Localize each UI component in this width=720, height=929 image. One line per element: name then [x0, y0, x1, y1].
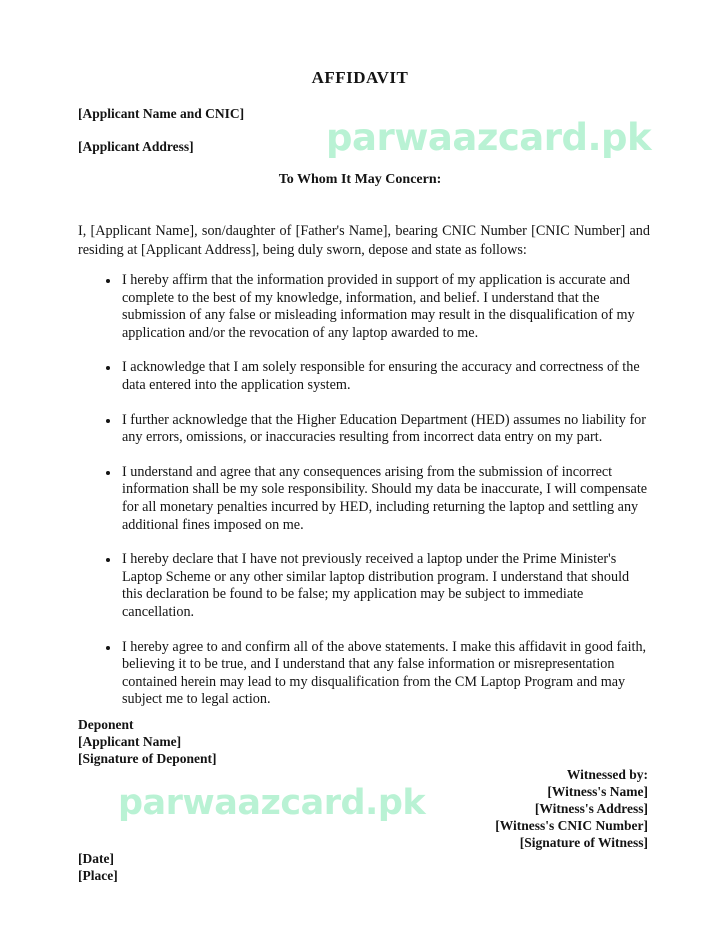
list-item-text: I further acknowledge that the Higher Education Department (HED) assumes no liability for any errors, omissions, or inaccuracies resulting from incorrect data entry on my part.	[122, 411, 646, 446]
bullet-icon	[106, 279, 110, 283]
watermark-bottom: parwaazcard.pk	[118, 783, 426, 823]
bullet-icon	[106, 646, 110, 650]
page-title: AFFIDAVIT	[311, 68, 409, 87]
statements-list	[78, 272, 650, 726]
witness-heading: Witnessed by:	[566, 767, 648, 782]
list-item	[78, 412, 650, 447]
list-item	[78, 464, 650, 534]
list-item	[78, 639, 650, 709]
witness-signature: [Signature of Witness]	[519, 835, 648, 850]
deponent-block	[78, 716, 217, 767]
deponent-signature: [Signature of Deponent]	[78, 751, 217, 766]
watermark-top: parwaazcard.pk	[326, 116, 652, 159]
list-item-text: I hereby affirm that the information provided in support of my application is accurate and complete to the best of my knowledge, information, and belief. I understand that the submission of any false or misleading information may result in the disqualification of my application and/or the revocation of any laptop awarded to me.	[122, 272, 635, 341]
date-place-block	[78, 850, 118, 884]
applicant-name-cnic-line: [Applicant Name and CNIC]	[78, 106, 245, 121]
date-line: [Date]	[78, 851, 114, 866]
witness-address: [Witness's Address]	[534, 801, 648, 816]
witness-block	[495, 766, 648, 851]
place-line: [Place]	[78, 868, 118, 883]
bullet-icon	[106, 558, 110, 562]
witness-cnic: [Witness's CNIC Number]	[495, 818, 648, 833]
bullet-icon	[106, 366, 110, 370]
witness-name: [Witness's Name]	[547, 784, 648, 799]
list-item	[78, 272, 650, 342]
applicant-address-line: [Applicant Address]	[78, 139, 194, 154]
list-item	[78, 359, 650, 394]
list-item	[78, 551, 650, 621]
list-item-text: I understand and agree that any consequences arising from the submission of incorrect information shall be my sole responsibility. Should my data be inaccurate, I will compensate for all monetary penalties incurred by HED, including returning the laptop and settling any additional fines imposed on me.	[122, 463, 648, 533]
bullet-icon	[106, 471, 110, 475]
intro-paragraph: I, [Applicant Name], son/daughter of [Father's Name], bearing CNIC Number [CNIC Number] and residing at [Applicant Address], being duly sworn, depose and state as follows:	[78, 223, 650, 258]
deponent-name: [Applicant Name]	[78, 734, 182, 749]
list-item-text: I acknowledge that I am solely responsible for ensuring the accuracy and correctness of the data entered into the application system.	[122, 359, 640, 393]
bullet-icon	[106, 419, 110, 423]
list-item-text: I hereby declare that I have not previously received a laptop under the Prime Minister's Laptop Scheme or any other similar laptop distribution program. I understand that should this declaration be found to be false; my application may be subject to immediate cancellation.	[122, 551, 630, 620]
list-item-text: I hereby agree to and confirm all of the above statements. I make this affidavit in good faith, believing it to be true, and I understand that any false information or misrepresentation contained herein may lead to my disqualification from the CM Laptop Program and may subject me to legal action.	[122, 638, 647, 708]
deponent-heading: Deponent	[78, 717, 134, 732]
salutation: To Whom It May Concern:	[278, 172, 442, 187]
